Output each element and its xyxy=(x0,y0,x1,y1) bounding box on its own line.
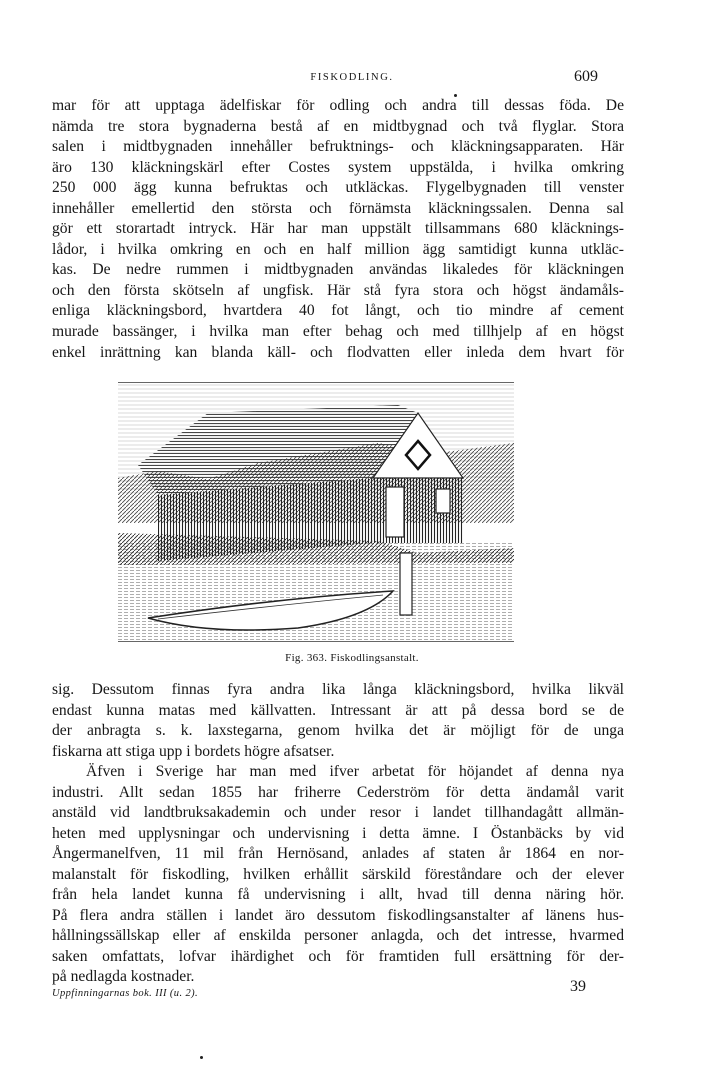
text-line: enliga kläckningsbord, hvartdera 40 fot långt, och tio mindre af cement xyxy=(52,302,624,320)
text-line: äro 130 kläckningskärl efter Costes system uppstälda, i hvilka omkring xyxy=(52,158,624,176)
paragraph-2 xyxy=(52,680,624,762)
text-line: Ångermanelfven, 11 mil från Hernösand, anlades af staten år 1864 en nor- xyxy=(52,845,624,863)
engraving-fish-hatchery xyxy=(118,382,514,642)
text-line: salen i midtbygnaden innehåller befruktnings- och kläckningsapparaten. Här xyxy=(52,138,624,156)
text-line: fiskarna att stiga upp i bordets högre afsatser. xyxy=(52,742,335,760)
print-speck xyxy=(454,94,457,97)
text-line: heten med upplysningar och undervisning i detta ämne. I Östanbäcks by vid xyxy=(52,824,624,842)
text-line: malanstalt för fiskodling, hvilken erhållit särskild föreståndare och der elever xyxy=(52,865,624,883)
text-line: hållningssällskap eller af enskilda personer anlagda, och det intresse, hvarmed xyxy=(52,927,624,945)
text-line: innehåller emellertid den största och förnämsta kläckningssalen. Denna sal xyxy=(52,199,624,217)
figure-caption: Fig. 363. Fiskodlingsanstalt. xyxy=(285,652,419,664)
text-line: enkel inrättning kan blanda käll- och flodvatten eller inleda dem hvart för xyxy=(52,343,624,361)
text-line: industri. Allt sedan 1855 har friherre Cederström för detta ändamål varit xyxy=(52,783,624,801)
paragraph-1 xyxy=(52,96,624,363)
text-line: lådor, i hvilka omkring en och en half million ägg samtidigt kunna utkläc- xyxy=(52,240,624,258)
text-line: 250 000 ägg kunna befruktas och utkläckas. Flygelbygnaden till venster xyxy=(52,179,624,197)
paragraph-3 xyxy=(52,762,624,988)
print-speck xyxy=(200,1056,203,1059)
page-number: 609 xyxy=(574,68,598,85)
text-line: och den första skötseln af ungfisk. Här stå fyra stora och högst ändamåls- xyxy=(52,281,624,299)
hatchery-illustration xyxy=(118,383,514,641)
text-line: På flera andra ställen i landet äro dessutom fiskodlingsanstalter af länens hus- xyxy=(52,906,624,924)
text-line: endast kunna matas med källvatten. Intressant är att på dessa bord se de xyxy=(52,701,624,719)
text-line: kas. De nedre rummen i midtbygnaden användas likaledes för kläckningen xyxy=(52,261,624,279)
text-line: på nedlagda kostnader. xyxy=(52,968,195,986)
text-line: sig. Dessutom finnas fyra andra lika långa kläckningsbord, hvilka likväl xyxy=(52,681,624,698)
text-line: nämda tre stora bygnaderna bestå af en midtbygnad och två flyglar. Stora xyxy=(52,117,624,135)
signature-mark: 39 xyxy=(570,978,586,995)
text-line: murade bassänger, i hvilka man efter behag och med tillhjelp af en högst xyxy=(52,323,624,341)
text-line: saken omfattats, lofvar ihärdighet och för framtiden full ersättning för der- xyxy=(52,947,624,965)
text-line: Äfven i Sverige har man med ifver arbetat för höjandet af denna nya xyxy=(86,763,624,780)
text-line: der anbragta s. k. laxstegarna, genom hvilka det är möjligt för de unga xyxy=(52,722,624,740)
text-line: gör ett storartadt intryck. Här har man uppstält tillsammans 680 kläcknings- xyxy=(52,220,624,238)
running-header-title: FISKODLING. xyxy=(310,72,394,83)
book-footer: Uppfinningarnas bok. III (u. 2). xyxy=(52,988,199,999)
text-line: anstäld vid landtbruksakademin och under resor i landet tillhandagått allmän- xyxy=(52,804,624,822)
text-line: från hela landet kunna få undervisning i allt, hvad till denna näring hör. xyxy=(52,886,624,904)
text-line: mar för att upptaga ädelfiskar för odling och andra till dessas föda. De xyxy=(52,97,624,114)
